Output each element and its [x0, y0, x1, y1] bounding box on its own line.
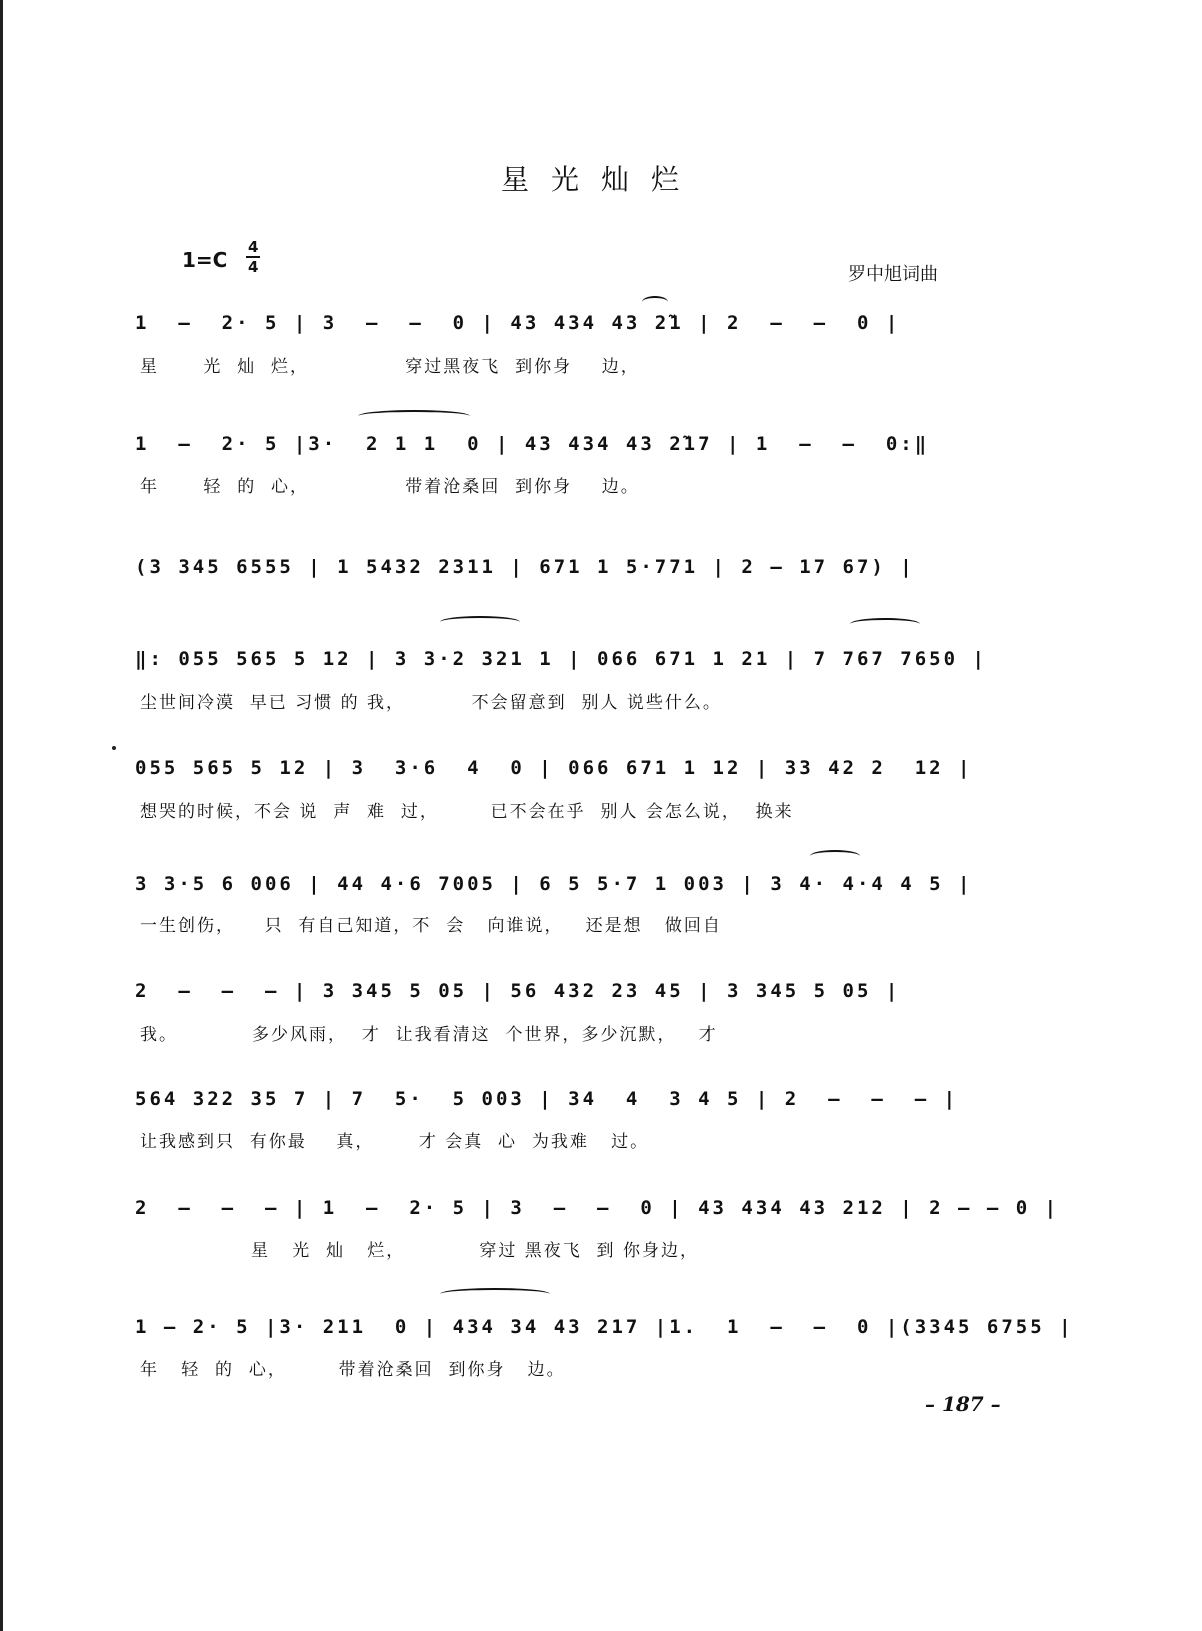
notation-row-6: 3 3·5 6 006 | 44 4·6 7005 | 6 5 5·7 1 003 | 3 4· 4·4 4 5 | [135, 873, 973, 895]
lyrics-row-10: 年 轻 的 心， 带着沧桑回 到你身 边。 [140, 1360, 566, 1380]
song-title: 星光灿烂 [500, 163, 701, 196]
notation-row-2: 1 – 2· 5 |3· 2 1 1 0 | 43 434 43 2̃17 | 1 – – 0:‖ [135, 433, 930, 455]
lyrics-row-1: 星 光 灿 烂， 穿过黑夜飞 到你身 边， [140, 357, 640, 377]
notation-row-10: 1 – 2· 5 |3· 211 0 | 434 34 43 217 |1. 1 – – 0 |(3345 6755 | [135, 1316, 1074, 1338]
notation-row-9: 2 – – – | 1 – 2· 5 | 3 – – 0 | 43 434 43 212 | 2 – – 0 | [135, 1197, 1060, 1219]
page-number: – 187 – [925, 1392, 1001, 1416]
notation-row-3: (3 345 6555 | 1 5432 2311 | 671 1 5·771 | 2 – 17 67) | [135, 556, 915, 578]
scan-speck [112, 746, 116, 750]
lyrics-row-7: 我。 多少风雨， 才 让我看清这 个世界，多少沉默， 才 [140, 1025, 718, 1045]
key-signature: 1=C [182, 248, 228, 272]
tie-mark [358, 410, 470, 422]
tie-mark [850, 618, 920, 630]
lyrics-row-6: 一生创伤， 只 有自己知道，不 会 向谁说， 还是想 做回自 [140, 916, 722, 936]
slur-mark [642, 296, 668, 308]
lyrics-row-8: 让我感到只 有你最 真， 才 会真 心 为我难 过。 [140, 1132, 650, 1152]
meter-bottom: 4 [248, 258, 259, 276]
page-edge [0, 0, 3, 1631]
notation-row-7: 2 – – – | 3 345 5 05 | 56 432 23 45 | 3 345 5 05 | [135, 980, 901, 1002]
notation-row-1: 1 – 2· 5 | 3 – – 0 | 43 434 43 2̃1 | 2 – – 0 | [135, 312, 901, 334]
tie-mark [440, 1288, 550, 1300]
lyrics-row-9: 星 光 灿 烂， 穿过 黑夜飞 到 你身边， [140, 1241, 699, 1261]
time-signature [246, 238, 260, 276]
notation-row-8: 564 322 35 7 | 7 5· 5 003 | 34 4 3 4 5 | 2 – – – | [135, 1088, 959, 1110]
lyrics-row-2: 年 轻 的 心， 带着沧桑回 到你身 边。 [140, 477, 640, 497]
meter-top: 4 [248, 238, 259, 256]
notation-row-5: 055 565 5 12 | 3 3·6 4 0 | 066 671 1 12 | 33 42 2 12 | [135, 757, 973, 779]
lyrics-row-4: 尘世间冷漠 早已 习惯 的 我， 不会留意到 别人 说些什么。 [140, 693, 722, 713]
tie-mark [810, 850, 860, 862]
notation-row-4: ‖: 055 565 5 12 | 3 3·2 321 1 | 066 671 1 21 | 7 767 7650 | [135, 648, 987, 670]
lyrics-row-5: 想哭的时候，不会 说 声 难 过， 已不会在乎 别人 会怎么说， 换来 [140, 802, 794, 822]
tie-mark [440, 616, 520, 628]
composer-credit: 罗中旭词曲 [848, 264, 938, 285]
